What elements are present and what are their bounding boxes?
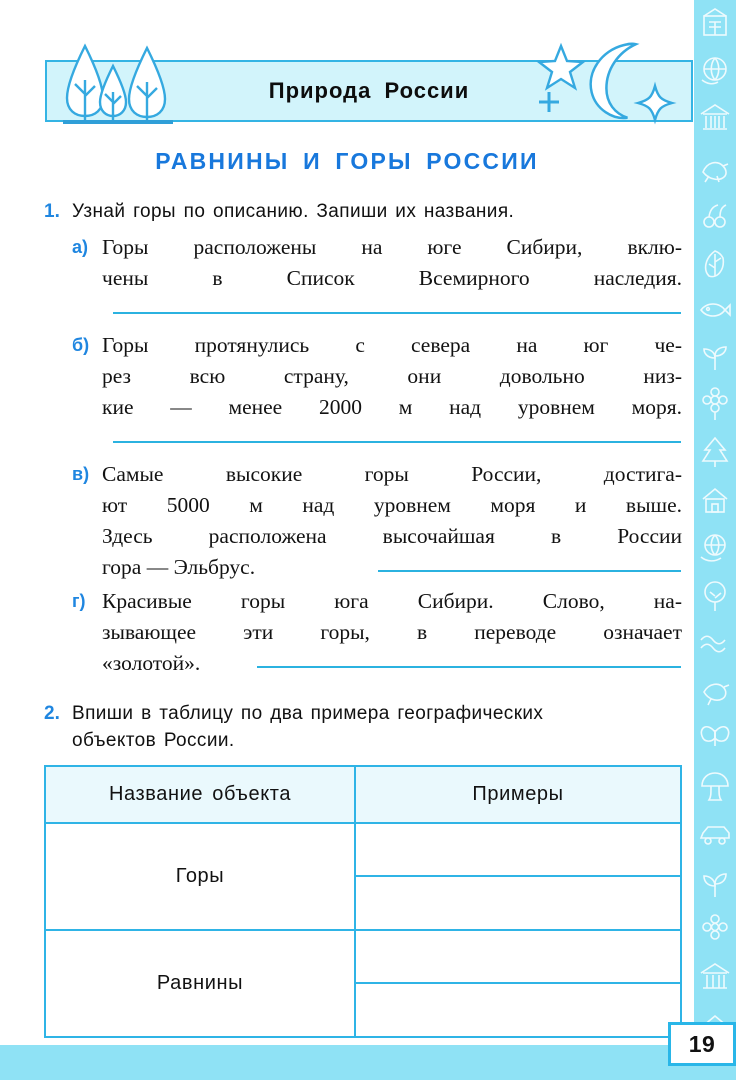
table-row-label-mountains: Горы — [46, 824, 356, 929]
task-1-item-c — [72, 459, 682, 583]
berries-icon — [697, 198, 733, 234]
temple-icon — [697, 960, 733, 996]
mushroom-icon — [697, 768, 733, 804]
table-row-examples-plains — [356, 931, 680, 1036]
fish-icon — [697, 292, 733, 328]
item-a-line-2: чены в Список Всемирного наследия. — [102, 266, 682, 290]
table-row-label-plains: Равнины — [46, 931, 356, 1036]
item-a-text — [102, 232, 682, 294]
item-g-line-1: Красивые горы юга Сибири. Слово, на- — [102, 589, 682, 613]
flower-icon — [697, 386, 733, 422]
item-b-line-3: кие — менее 2000 м над уровнем моря. — [102, 395, 682, 419]
answer-line-g[interactable] — [257, 666, 681, 668]
bird-icon — [697, 672, 733, 708]
task-1-item-a — [72, 232, 682, 294]
table-header-row — [46, 767, 680, 824]
table-blank-cell[interactable] — [356, 931, 680, 984]
section-heading: РАВНИНЫ И ГОРЫ РОССИИ — [155, 148, 539, 174]
header-banner — [45, 40, 695, 140]
answer-line-c[interactable] — [378, 570, 681, 572]
task-2-instruction-line-1: Впиши в таблицу по два примера географических — [72, 703, 544, 724]
table-blank-cell[interactable] — [356, 984, 680, 1037]
task-1-item-b — [72, 330, 682, 423]
item-g-line-2: зывающее эти горы, в переводе означает — [102, 620, 682, 644]
bottom-color-band — [0, 1045, 736, 1080]
task-1 — [44, 198, 684, 225]
waves-icon — [697, 626, 733, 662]
tree-icon — [697, 434, 733, 470]
table-row — [46, 931, 680, 1036]
item-g-line-3: «золотой». — [102, 651, 201, 675]
building-icon — [697, 6, 733, 42]
page-number: 19 — [668, 1022, 736, 1066]
task-1-number: 1. — [44, 201, 60, 222]
globe-icon — [697, 530, 733, 566]
item-g-letter: г) — [72, 591, 86, 611]
item-b-letter: б) — [72, 335, 90, 355]
objects-table — [44, 765, 682, 1038]
table-header-name: Название объекта — [46, 767, 356, 822]
item-b-line-2: рез всю страну, они довольно низ- — [102, 364, 682, 388]
task-2 — [44, 700, 684, 754]
table-header-examples: Примеры — [472, 783, 564, 805]
item-c-line-1: Самые высокие горы России, достига- — [102, 462, 682, 486]
item-b-text — [102, 330, 682, 423]
broadleaf-tree-icon — [697, 578, 733, 614]
table-blank-cell[interactable] — [356, 824, 680, 877]
task-2-number: 2. — [44, 703, 60, 724]
item-b-line-1: Горы протянулись с севера на юг че- — [102, 333, 682, 357]
banner-title: Природа России — [268, 78, 470, 103]
table-row-examples-mountains — [356, 824, 680, 929]
bird-icon — [697, 150, 733, 186]
globe-icon — [697, 52, 733, 88]
decorative-side-strip — [694, 0, 736, 1080]
sprout-icon — [697, 864, 733, 900]
task-1-instruction: Узнай горы по описанию. Запиши их названия. — [72, 201, 515, 222]
house-icon — [697, 482, 733, 518]
sprout-icon — [697, 338, 733, 374]
item-c-letter: в) — [72, 464, 90, 484]
table-blank-cell[interactable] — [356, 877, 680, 930]
item-a-letter: а) — [72, 237, 89, 257]
answer-line-b[interactable] — [113, 441, 681, 443]
car-icon — [697, 816, 733, 852]
butterfly-icon — [697, 720, 733, 756]
item-c-line-4: гора — Эльбрус. — [102, 555, 256, 579]
leaf-icon — [697, 246, 733, 282]
flower-icon — [697, 912, 733, 948]
answer-line-a[interactable] — [113, 312, 681, 314]
item-c-line-2: ют 5000 м над уровнем моря и выше. — [102, 493, 682, 517]
item-c-line-3: Здесь расположена высочайшая в России — [102, 524, 682, 548]
task-2-instruction — [72, 700, 543, 727]
task-2-instruction-line-2: объектов России. — [72, 730, 235, 751]
table-row — [46, 824, 680, 931]
item-a-line-1: Горы расположены на юге Сибири, вклю- — [102, 235, 682, 259]
temple-icon — [697, 100, 733, 136]
item-c-text — [102, 459, 682, 583]
